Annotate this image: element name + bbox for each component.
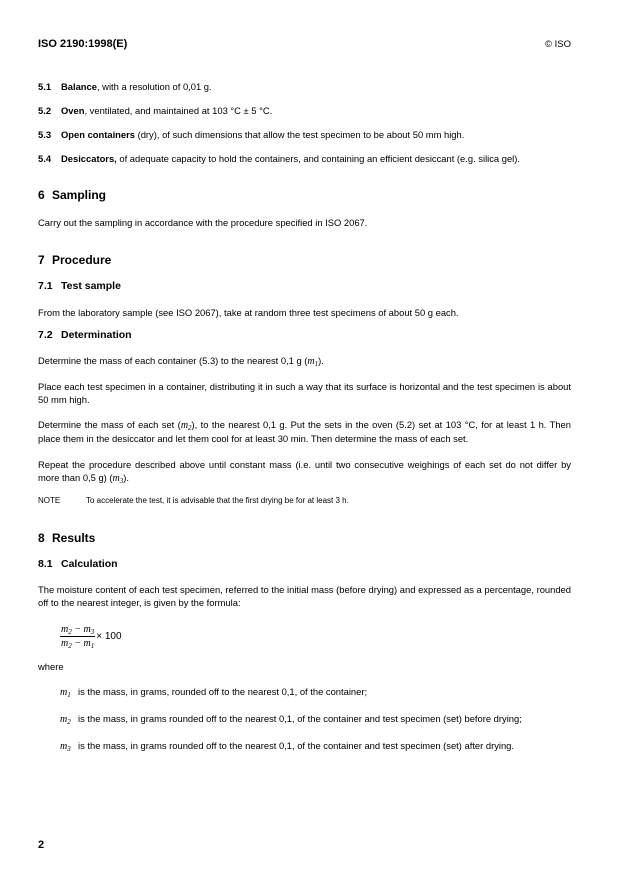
section-title: Procedure	[52, 253, 112, 267]
page-number: 2	[38, 839, 45, 851]
section-number: 7	[38, 253, 45, 267]
subsection-title: Calculation	[61, 558, 118, 570]
paragraph-text: ), to the nearest 0,1 g. Put the sets in the oven (5.2) set at 103 °C, for at least 1 h. Then place them in the desiccator and let them cool for at least 30 min. Then determine the mass of each set.	[38, 419, 571, 444]
paragraph-text: ).	[123, 471, 129, 483]
formula-denominator: $m_2 - m_1$	[61, 638, 95, 650]
section-number: 8	[38, 531, 45, 545]
subsection-number: 7.1	[38, 280, 53, 292]
apparatus-text: , ventilated, and maintained at 103 °C ± 5 °C.	[84, 105, 273, 116]
test-sample-paragraph: From the laboratory sample (see ISO 2067), take at random three test specimens of about 50 g each.	[38, 307, 459, 318]
section-heading-sampling	[38, 188, 106, 202]
apparatus-item-5-1	[38, 81, 571, 94]
calculation-paragraph: The moisture content of each test specimen, referred to the initial mass (before drying) and expressed as a percentage, rounded off to the nearest integer, is given by the formula:	[38, 584, 571, 608]
apparatus-text: (dry), of such dimensions that allow the test specimen to be about 50 mm high.	[134, 129, 465, 140]
apparatus-term: Oven	[61, 105, 85, 116]
apparatus-item-5-4	[38, 153, 571, 166]
definition-m1	[60, 686, 367, 698]
paragraph-text: ).	[318, 355, 324, 366]
apparatus-item-5-3	[38, 129, 571, 142]
document-standard-id: ISO 2190:1998(E)	[38, 38, 128, 50]
clause-number: 5.3	[38, 129, 52, 140]
subsection-heading-test-sample	[38, 280, 121, 292]
symbol-m3: $m_3$	[112, 472, 124, 485]
note-label: NOTE	[38, 496, 61, 505]
subsection-number: 7.2	[38, 329, 53, 341]
definition-m3	[60, 740, 514, 752]
subsection-number: 8.1	[38, 558, 53, 570]
subsection-title: Determination	[61, 329, 132, 341]
formula-multiplier: × 100	[96, 631, 122, 642]
section-title: Results	[52, 531, 96, 545]
clause-number: 5.4	[38, 153, 52, 164]
section-title: Sampling	[52, 188, 107, 202]
definition-text: is the mass, in grams, rounded off to the nearest 0,1, of the container;	[78, 686, 368, 697]
subsection-heading-determination	[38, 329, 132, 341]
paragraph-text: Repeat the procedure described above until constant mass (i.e. until two consecutive weighings of each set do not differ by more than 0,5 g) (	[38, 459, 571, 483]
copyright-notice: © ISO	[544, 39, 571, 50]
paragraph-text: Determine the mass of each container (5.3) to the nearest 0,1 g (	[38, 355, 308, 366]
determination-paragraph-2: Place each test specimen in a container, distributing it in such a way that its surface is horizontal and the test specimen is about 50 mm high.	[38, 381, 571, 405]
section-heading-results	[38, 531, 95, 545]
definition-m2	[60, 713, 522, 725]
definition-text: is the mass, in grams rounded off to the nearest 0,1, of the container and test specimen (set) before drying;	[78, 713, 522, 724]
apparatus-item-5-2	[38, 105, 571, 118]
determination-paragraph-3	[38, 419, 571, 445]
formula-numerator: $m_2 - m_3$	[61, 624, 95, 636]
apparatus-term: Open containers	[61, 129, 135, 140]
subsection-title: Test sample	[61, 280, 121, 292]
sampling-paragraph: Carry out the sampling in accordance with the procedure specified in ISO 2067.	[38, 217, 368, 228]
formula-fraction	[60, 624, 95, 649]
apparatus-text: , with a resolution of 0,01 g.	[96, 81, 212, 92]
definition-text: is the mass, in grams rounded off to the nearest 0,1, of the container and test specimen (set) after drying.	[78, 740, 514, 751]
determination-paragraph-4	[38, 459, 571, 485]
apparatus-term: Balance	[61, 81, 97, 92]
definition-symbol: $m_2$	[60, 714, 71, 726]
section-number: 6	[38, 188, 45, 202]
subsection-heading-calculation	[38, 558, 118, 570]
determination-paragraph-1	[38, 355, 571, 369]
where-label: where	[38, 661, 64, 672]
section-heading-procedure	[38, 253, 111, 267]
definition-symbol: $m_1$	[60, 687, 71, 699]
symbol-m1: $m_1$	[307, 356, 319, 368]
clause-number: 5.2	[38, 105, 52, 116]
paragraph-text: Determine the mass of each set (	[38, 419, 181, 430]
clause-number: 5.1	[38, 81, 52, 92]
note-text: To accelerate the test, it is advisable that the first drying be for at least 3 h.	[86, 496, 349, 505]
apparatus-text: of adequate capacity to hold the containers, and containing an efficient desiccant (e.g. silica gel).	[116, 153, 520, 164]
moisture-formula	[60, 624, 122, 649]
apparatus-term: Desiccators,	[61, 153, 117, 164]
definition-symbol: $m_3$	[60, 741, 71, 753]
symbol-m2: $m_2$	[180, 420, 192, 432]
note	[38, 496, 349, 505]
